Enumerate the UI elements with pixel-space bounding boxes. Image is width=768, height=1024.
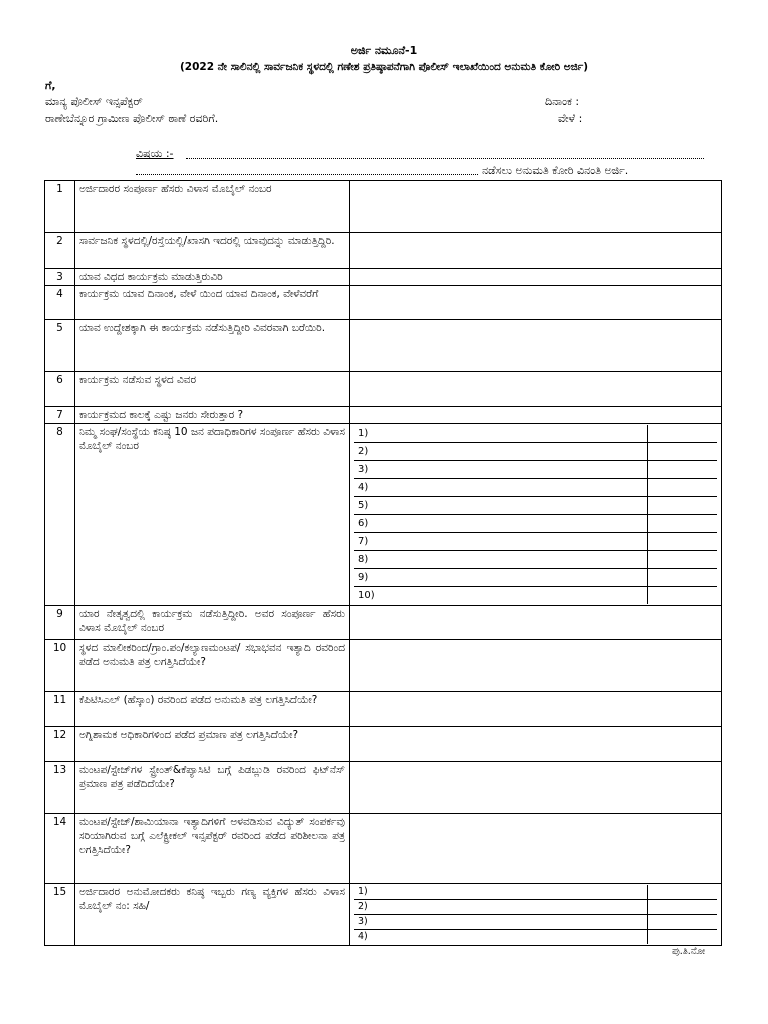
table-row — [45, 424, 722, 606]
list-item-value[interactable]: 5) — [354, 497, 648, 515]
list-item-value[interactable]: 3) — [354, 915, 648, 930]
officebearers-list — [350, 424, 722, 606]
list-item — [354, 533, 717, 551]
list-item-value[interactable]: 2) — [354, 900, 648, 915]
list-item — [354, 587, 717, 605]
list-item-extra[interactable] — [648, 900, 718, 915]
row-answer-field[interactable] — [350, 372, 722, 407]
row-number: 12 — [45, 727, 75, 762]
table-row — [45, 692, 722, 727]
list-item — [354, 443, 717, 461]
row-question: ಕಾರ್ಯಕ್ರಮದ ಕಾಲಕ್ಕೆ ಎಷ್ಟು ಜನರು ಸೇರುತ್ತಾರ ? — [75, 407, 350, 424]
list-item-extra[interactable] — [648, 425, 718, 443]
date-label: ದಿನಾಂಕ : — [545, 95, 580, 108]
row-answer-field[interactable] — [350, 320, 722, 372]
list-item — [354, 497, 717, 515]
list-item-extra[interactable] — [648, 497, 718, 515]
list-item — [354, 930, 717, 945]
list-item-value[interactable]: 10) — [354, 587, 648, 605]
row-answer-field[interactable] — [350, 606, 722, 640]
row-number: 15 — [45, 884, 75, 946]
table-row — [45, 814, 722, 884]
list-item-value[interactable]: 9) — [354, 569, 648, 587]
list-item — [354, 515, 717, 533]
row-answer-field[interactable] — [350, 181, 722, 233]
row-answer-field[interactable] — [350, 727, 722, 762]
table-row — [45, 372, 722, 407]
list-item — [354, 551, 717, 569]
list-item — [354, 915, 717, 930]
table-row — [45, 884, 722, 946]
list-item — [354, 885, 717, 900]
row-question: ಮಂಟಪ/ಸ್ಟೇಜ್‌ಗಳ ಸ್ಟ್ರೇಂತ್&ಕೆಪ್ಯಾಸಿಟಿ ಬಗ್ಗೆ ಪಿಡಬ್ಲುಡಿ ರವರಿಂದ ಫಿಟ್‌ನೆಸ್ ಪ್ರಮಾಣ ಪತ್ರ ಪಡೆದಿದೆಯೇ? — [75, 762, 350, 814]
form-subtitle: (2022 ನೇ ಸಾಲಿನಲ್ಲಿ ಸಾರ್ವಜನಿಕ ಸ್ಥಳದಲ್ಲಿ ಗಣೇಶ ಪ್ರತಿಷ್ಠಾಪನೆಗಾಗಿ ಪೊಲೀಸ್ ಇಲಾಖೆಯಿಂದ ಅನುಮತಿ ಕೋರಿ ಅರ್ಜಿ) — [179, 61, 589, 73]
list-item-value[interactable]: 6) — [354, 515, 648, 533]
subject-suffix: ನಡೆಸಲು ಅನುಮತಿ ಕೋರಿ ವಿನಂತಿ ಅರ್ಜಿ. — [482, 164, 629, 177]
row-number: 4 — [45, 286, 75, 320]
row-question: ಸ್ಥಳದ ಮಾಲೀಕರಿಂದ/ಗ್ರಾಂ.ಪಂ/ಕಲ್ಯಾಣಮಂಟಪ/ ಸಭಾಭವನ ಇತ್ಯಾದಿ ರವರಿಂದ ಪಡೆದ ಅನುಮತಿ ಪತ್ರ ಲಗತ್ತಿಸಿದೆಯೇ? — [75, 640, 350, 692]
list-item-extra[interactable] — [648, 443, 718, 461]
row-number: 6 — [45, 372, 75, 407]
form-title: ಅರ್ಜಿ ನಮೂನೆ-1 — [350, 44, 418, 57]
subject-line-2[interactable] — [136, 174, 478, 175]
list-item-extra[interactable] — [648, 479, 718, 497]
list-item-extra[interactable] — [648, 587, 718, 605]
list-item-value[interactable]: 1) — [354, 885, 648, 900]
list-item-value[interactable]: 4) — [354, 479, 648, 497]
list-item-extra[interactable] — [648, 885, 718, 900]
table-row — [45, 606, 722, 640]
list-item-value[interactable]: 7) — [354, 533, 648, 551]
table-row — [45, 269, 722, 286]
list-item-extra[interactable] — [648, 569, 718, 587]
row-number: 5 — [45, 320, 75, 372]
row-number: 7 — [45, 407, 75, 424]
row-number: 1 — [45, 181, 75, 233]
list-item-extra[interactable] — [648, 461, 718, 479]
row-question: ಅರ್ಜಿದಾರರ ಸಂಪೂರ್ಣ ಹೆಸರು ವಿಳಾಸ ಮೊಬೈಲ್ ನಂಬರ — [75, 181, 350, 233]
pto-note: ಪು.ತಿ.ನೋ — [672, 946, 706, 957]
table-row — [45, 407, 722, 424]
table-row — [45, 640, 722, 692]
row-number: 11 — [45, 692, 75, 727]
row-question: ಅರ್ಜಿದಾರರ ಅನುಮೋದಕರು ಕನಿಷ್ಠ ಇಬ್ಬರು ಗಣ್ಯ ವ್ಯಕ್ತಿಗಳ ಹೆಸರು ವಿಳಾಸ ಮೊಬೈಲ್ ನಂ: ಸಹಿ/ — [75, 884, 350, 946]
list-item-value[interactable]: 2) — [354, 443, 648, 461]
subject-label: ವಿಷಯ :- — [136, 147, 174, 160]
row-question: ಕಾರ್ಯಕ್ರಮ ಯಾವ ದಿನಾಂಕ, ವೇಳೆ ಯಿಂದ ಯಾವ ದಿನಾಂಕ, ವೇಳೆವರೆಗೆ — [75, 286, 350, 320]
row-question: ಮಂಟಪ/ಸ್ಟೇಜ್/ಶಾಮಿಯಾನಾ ಇತ್ಯಾದಿಗಳಿಗೆ ಅಳವಡಿಸುವ ವಿದ್ಯುತ್ ಸಂಪರ್ಕವು ಸರಿಯಾಗಿರುವ ಬಗ್ಗೆ ಎಲೆಕ್ಟ್ರೀಕಲ್ ಇನ್ಸಪೆಕ್ಟರ್ ರವರಿಂದ ಪಡೆದ ಪರಿಶೀಲನಾ ಪತ್ರ ಲಗತ್ತಿಸಿದೆಯೇ? — [75, 814, 350, 884]
list-item-value[interactable]: 8) — [354, 551, 648, 569]
row-answer-field[interactable] — [350, 814, 722, 884]
table-row — [45, 233, 722, 269]
row-answer-field[interactable] — [350, 233, 722, 269]
table-row — [45, 762, 722, 814]
row-number: 2 — [45, 233, 75, 269]
row-number: 3 — [45, 269, 75, 286]
addressee-line-2: ರಾಣೇಬೆನ್ನೂರ ಗ್ರಾಮೀಣ ಪೊಲೀಸ್ ಠಾಣೆ ರವರಿಗೆ. — [45, 112, 219, 125]
list-item-extra[interactable] — [648, 915, 718, 930]
addressee-line-1: ಮಾನ್ಯ ಪೊಲೀಸ್ ಇನ್ಸಪೆಕ್ಟರ್ — [45, 95, 143, 108]
row-question: ಕಾರ್ಯಕ್ರಮ ನಡೆಸುವ ಸ್ಥಳದ ವಿವರ — [75, 372, 350, 407]
row-answer-field[interactable] — [350, 640, 722, 692]
row-number: 8 — [45, 424, 75, 606]
row-question: ಕೆಪಿಟಿಸಿಎಲ್ (ಹೆಸ್ಕಾಂ) ರವರಿಂದ ಪಡೆದ ಅನುಮತಿ ಪತ್ರ ಲಗತ್ತಿಸಿದೆಯೇ? — [75, 692, 350, 727]
table-row — [45, 181, 722, 233]
table-row — [45, 286, 722, 320]
row-number: 10 — [45, 640, 75, 692]
list-item-value[interactable]: 4) — [354, 930, 648, 945]
row-question: ನಿಮ್ಮ ಸಂಘ/ಸಂಸ್ಥೆಯ ಕನಿಷ್ಠ 10 ಜನ ಪದಾಧಿಕಾರಿಗಳ ಸಂಪೂರ್ಣ ಹೆಸರು ವಿಳಾಸ ಮೊಬೈಲ್ ನಂಬರ — [75, 424, 350, 606]
row-answer-field[interactable] — [350, 692, 722, 727]
row-question: ಸಾರ್ವಜನಿಕ ಸ್ಥಳದಲ್ಲಿ/ರಸ್ತೆಯಲ್ಲಿ/ಖಾಸಗಿ ಇದರಲ್ಲಿ ಯಾವುದನ್ನು ಮಾಡುತ್ತಿದ್ದಿರಿ. — [75, 233, 350, 269]
row-question: ಯಾವ ವಿಧದ ಕಾರ್ಯಕ್ರಮ ಮಾಡುತ್ತಿರುವಿರಿ — [75, 269, 350, 286]
row-question: ಯಾರ ನೇತೃತ್ವದಲ್ಲಿ ಕಾರ್ಯಕ್ರಮ ನಡೆಸುತ್ತಿದ್ದೀರಿ. ಅವರ ಸಂಪೂರ್ಣ ಹೆಸರು ವಿಳಾಸ ಮೊಬೈಲ್ ನಂಬರ — [75, 606, 350, 640]
row-answer-field[interactable] — [350, 407, 722, 424]
row-answer-field[interactable] — [350, 762, 722, 814]
application-form-table — [44, 180, 722, 946]
time-label: ವೇಳೆ : — [558, 112, 583, 125]
list-item — [354, 425, 717, 443]
list-item — [354, 569, 717, 587]
table-row — [45, 727, 722, 762]
row-number: 13 — [45, 762, 75, 814]
list-item-value[interactable]: 1) — [354, 425, 648, 443]
list-item-extra[interactable] — [648, 930, 718, 945]
row-answer-field[interactable] — [350, 269, 722, 286]
list-item-extra[interactable] — [648, 515, 718, 533]
table-row — [45, 320, 722, 372]
list-item-value[interactable]: 3) — [354, 461, 648, 479]
subject-line-1[interactable] — [186, 158, 704, 159]
list-item — [354, 900, 717, 915]
list-item — [354, 461, 717, 479]
row-question: ಯಾವ ಉದ್ದೇಶಕ್ಕಾಗಿ ಈ ಕಾರ್ಯಕ್ರಮ ನಡೆಸುತ್ತಿದ್ದೀರಿ ವಿವರವಾಗಿ ಬರೆಯಿರಿ. — [75, 320, 350, 372]
salutation: ಗೆ, — [45, 79, 56, 92]
endorsers-list — [350, 884, 722, 946]
row-answer-field[interactable] — [350, 286, 722, 320]
list-item-extra[interactable] — [648, 533, 718, 551]
list-item — [354, 479, 717, 497]
row-question: ಅಗ್ನಿಶಾಮಕ ಅಧಿಕಾರಿಗಳಿಂದ ಪಡೆದ ಪ್ರಮಾಣ ಪತ್ರ ಲಗತ್ತಿಸಿದೆಯೇ? — [75, 727, 350, 762]
list-item-extra[interactable] — [648, 551, 718, 569]
row-number: 9 — [45, 606, 75, 640]
row-number: 14 — [45, 814, 75, 884]
